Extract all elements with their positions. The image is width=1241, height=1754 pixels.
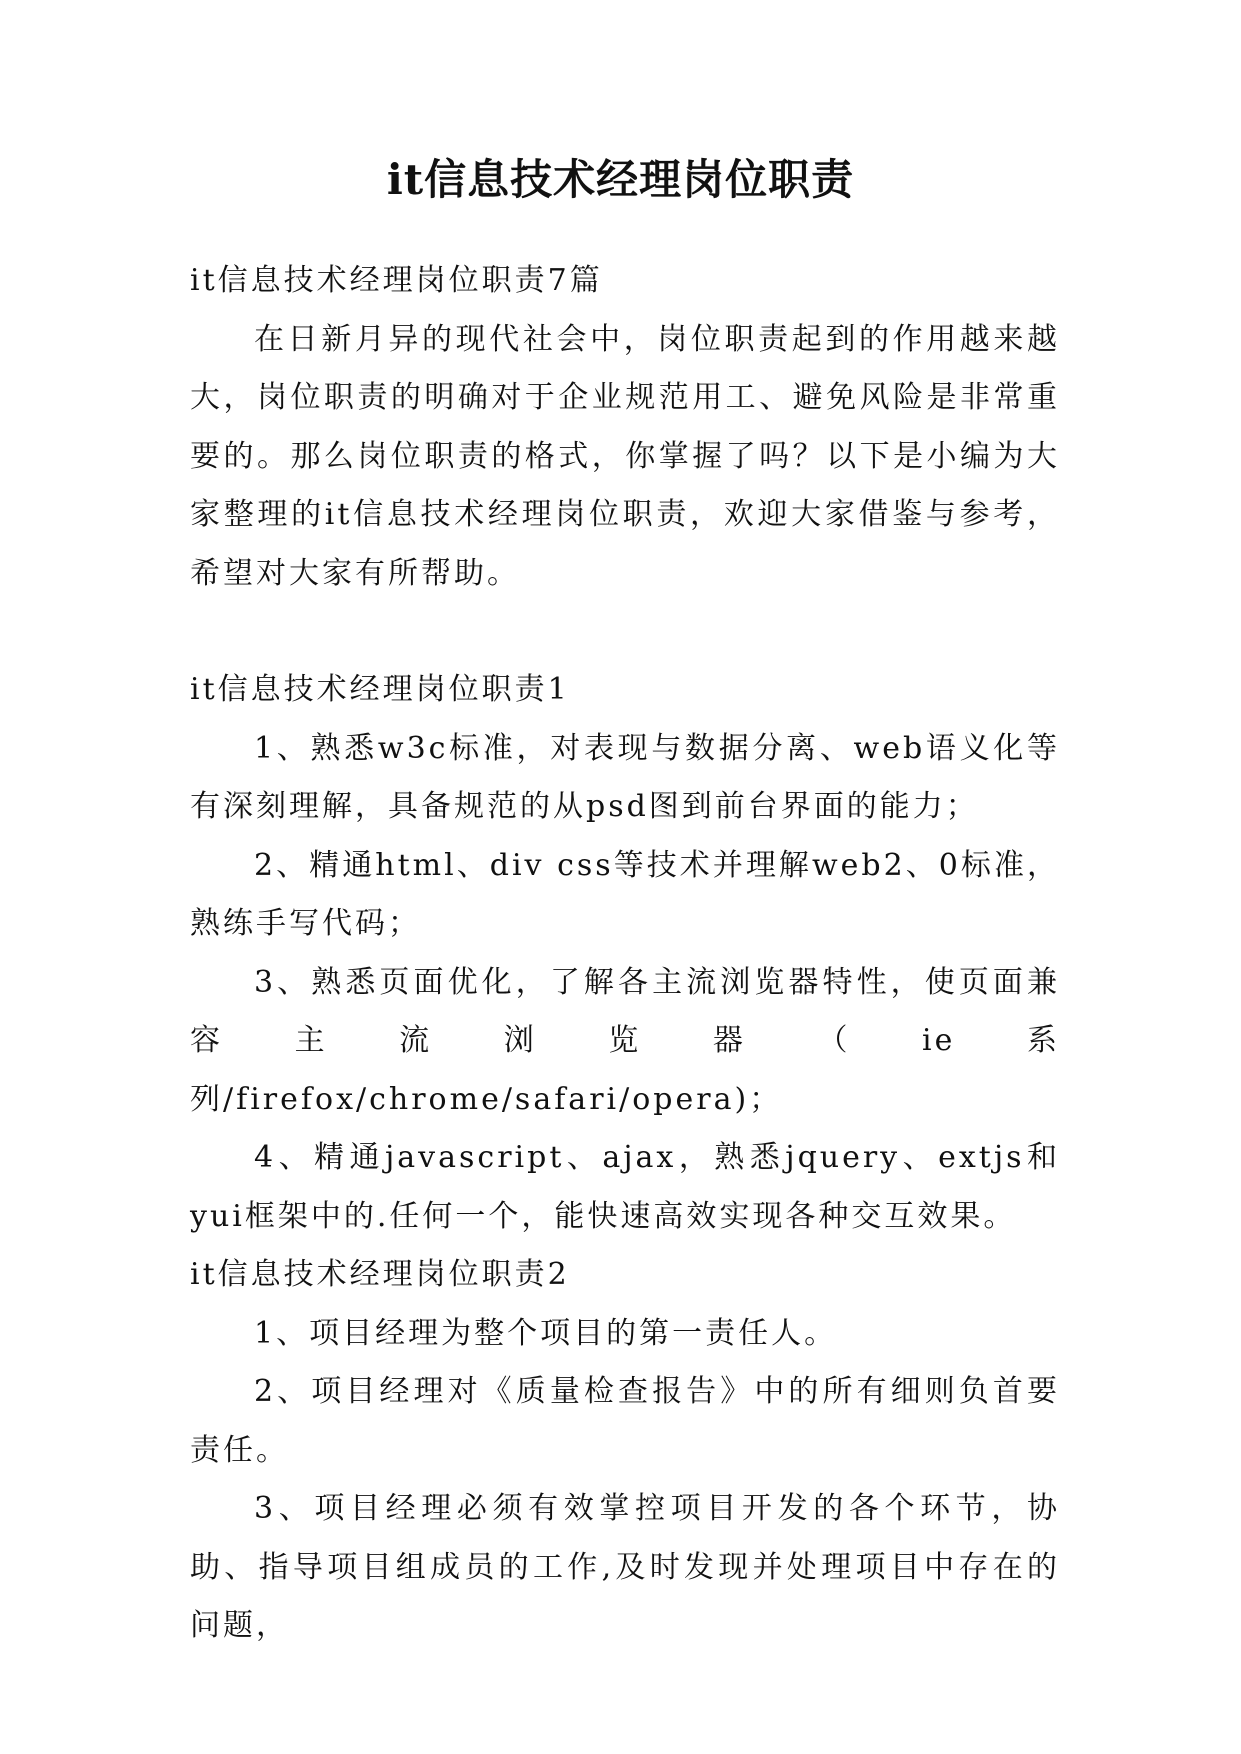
list-item: 2、精通html、div css等技术并理解web2、0标准，熟练手写代码；	[190, 847, 1060, 941]
document-subtitle: it信息技术经理岗位职责7篇	[190, 263, 603, 298]
list-item: 4、精通javascript、ajax，熟悉jquery、extjs和yui框架中的.任何一个，能快速高效实现各种交互效果。	[190, 1140, 1060, 1234]
list-item: 3、熟悉页面优化，了解各主流浏览器特性，使页面兼容主流浏览器（ie系列/firefox/chrome/safari/opera)；	[190, 964, 1060, 1117]
list-item: 1、熟悉w3c标准，对表现与数据分离、web语义化等有深刻理解，具备规范的从psd图到前台界面的能力；	[190, 730, 1060, 824]
section-heading: it信息技术经理岗位职责1	[190, 672, 570, 707]
list-item: 2、项目经理对《质量检查报告》中的所有细则负首要责任。	[190, 1374, 1060, 1468]
document-title: it信息技术经理岗位职责	[386, 155, 855, 204]
section-heading: it信息技术经理岗位职责2	[190, 1257, 570, 1292]
list-item: 1、项目经理为整个项目的第一责任人。	[254, 1315, 838, 1351]
list-item: 3、项目经理必须有效掌控项目开发的各个环节，协助、指导项目组成员的工作,及时发现并处理项目中存在的问题，	[190, 1491, 1060, 1643]
document-body	[190, 252, 1060, 1656]
intro-paragraph: 在日新月异的现代社会中，岗位职责起到的作用越来越大，岗位职责的明确对于企业规范用工、避免风险是非常重要的。那么岗位职责的格式，你掌握了吗？以下是小编为大家整理的it信息技术经理岗位职责，欢迎大家借鉴与参考，希望对大家有所帮助。	[190, 321, 1060, 591]
paragraph-gap	[190, 603, 1060, 661]
